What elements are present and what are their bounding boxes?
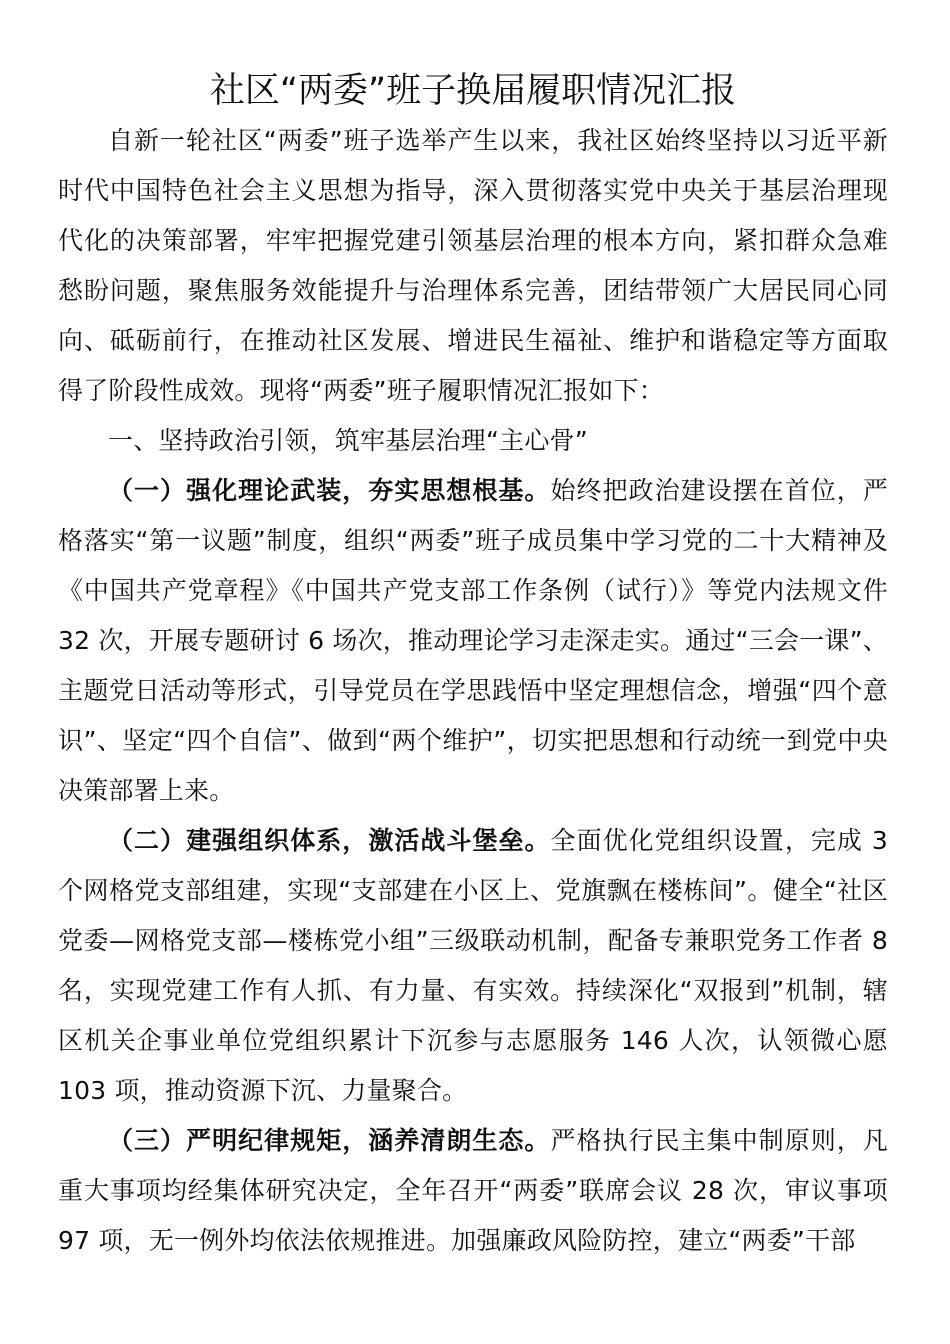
subsection-3-lead: （三）严明纪律规矩，涵养清朗生态。 <box>108 1126 551 1155</box>
subsection-1-lead: （一）强化理论武装，夯实思想根基。 <box>108 476 551 505</box>
subsection-1-body: 始终把政治建设摆在首位，严格落实“第一议题”制度，组织“两委”班子成员集中学习党的二十大精神及《中国共产党章程》《中国共产党支部工作条例（试行）》等党内法规文件 32 次，开展专题研讨 6 场次，推动理论学习走深走实。通过“三会一课”、主题党日活动等形式，引导党员在学思践悟中坚定理想信念，增强“四个意识”、坚定“四个自信”、做到“两个维护”，切实把思想和行动统一到党中央决策部署上来。 <box>58 476 888 805</box>
subsection-2-body: 全面优化党组织设置，完成 3 个网格党支部组建，实现“支部建在小区上、党旗飘在楼栋间”。健全“社区党委—网格党支部—楼栋党小组”三级联动机制，配备专兼职党务工作者 8 名，实现党建工作有人抓、有力量、有实效。持续深化“双报到”机制，辖区机关企事业单位党组织累计下沉参与志愿服务 146 人次，认领微心愿 103 项，推动资源下沉、力量聚合。 <box>58 826 889 1105</box>
document-title: 社区“两委”班子换届履职情况汇报 <box>209 71 737 111</box>
subsection-2-paragraph <box>58 816 888 1116</box>
subsection-3-body: 严格执行民主集中制原则，凡重大事项均经集体研究决定，全年召开“两委”联席会议 28 次，审议事项 97 项，无一例外均依法依规推进。加强廉政风险防控，建立“两委”干部 <box>58 1126 888 1255</box>
subsection-3-paragraph <box>58 1116 888 1266</box>
subsection-2-lead: （二）建强组织体系，激活战斗堡垒。 <box>108 826 551 855</box>
subsection-1-paragraph <box>58 466 888 816</box>
document-page <box>58 66 888 1266</box>
intro-paragraph: 自新一轮社区“两委”班子选举产生以来，我社区始终坚持以习近平新时代中国特色社会主义思想为指导，深入贯彻落实党中央关于基层治理现代化的决策部署，牢牢把握党建引领基层治理的根本方向，紧扣群众急难愁盼问题，聚焦服务效能提升与治理体系完善，团结带领广大居民同心同向、砥砺前行，在推动社区发展、增进民生福祉、维护和谐稳定等方面取得了阶段性成效。现将“两委”班子履职情况汇报如下： <box>58 126 888 405</box>
section-heading-1: 一、坚持政治引领，筑牢基层治理“主心骨” <box>108 426 588 455</box>
